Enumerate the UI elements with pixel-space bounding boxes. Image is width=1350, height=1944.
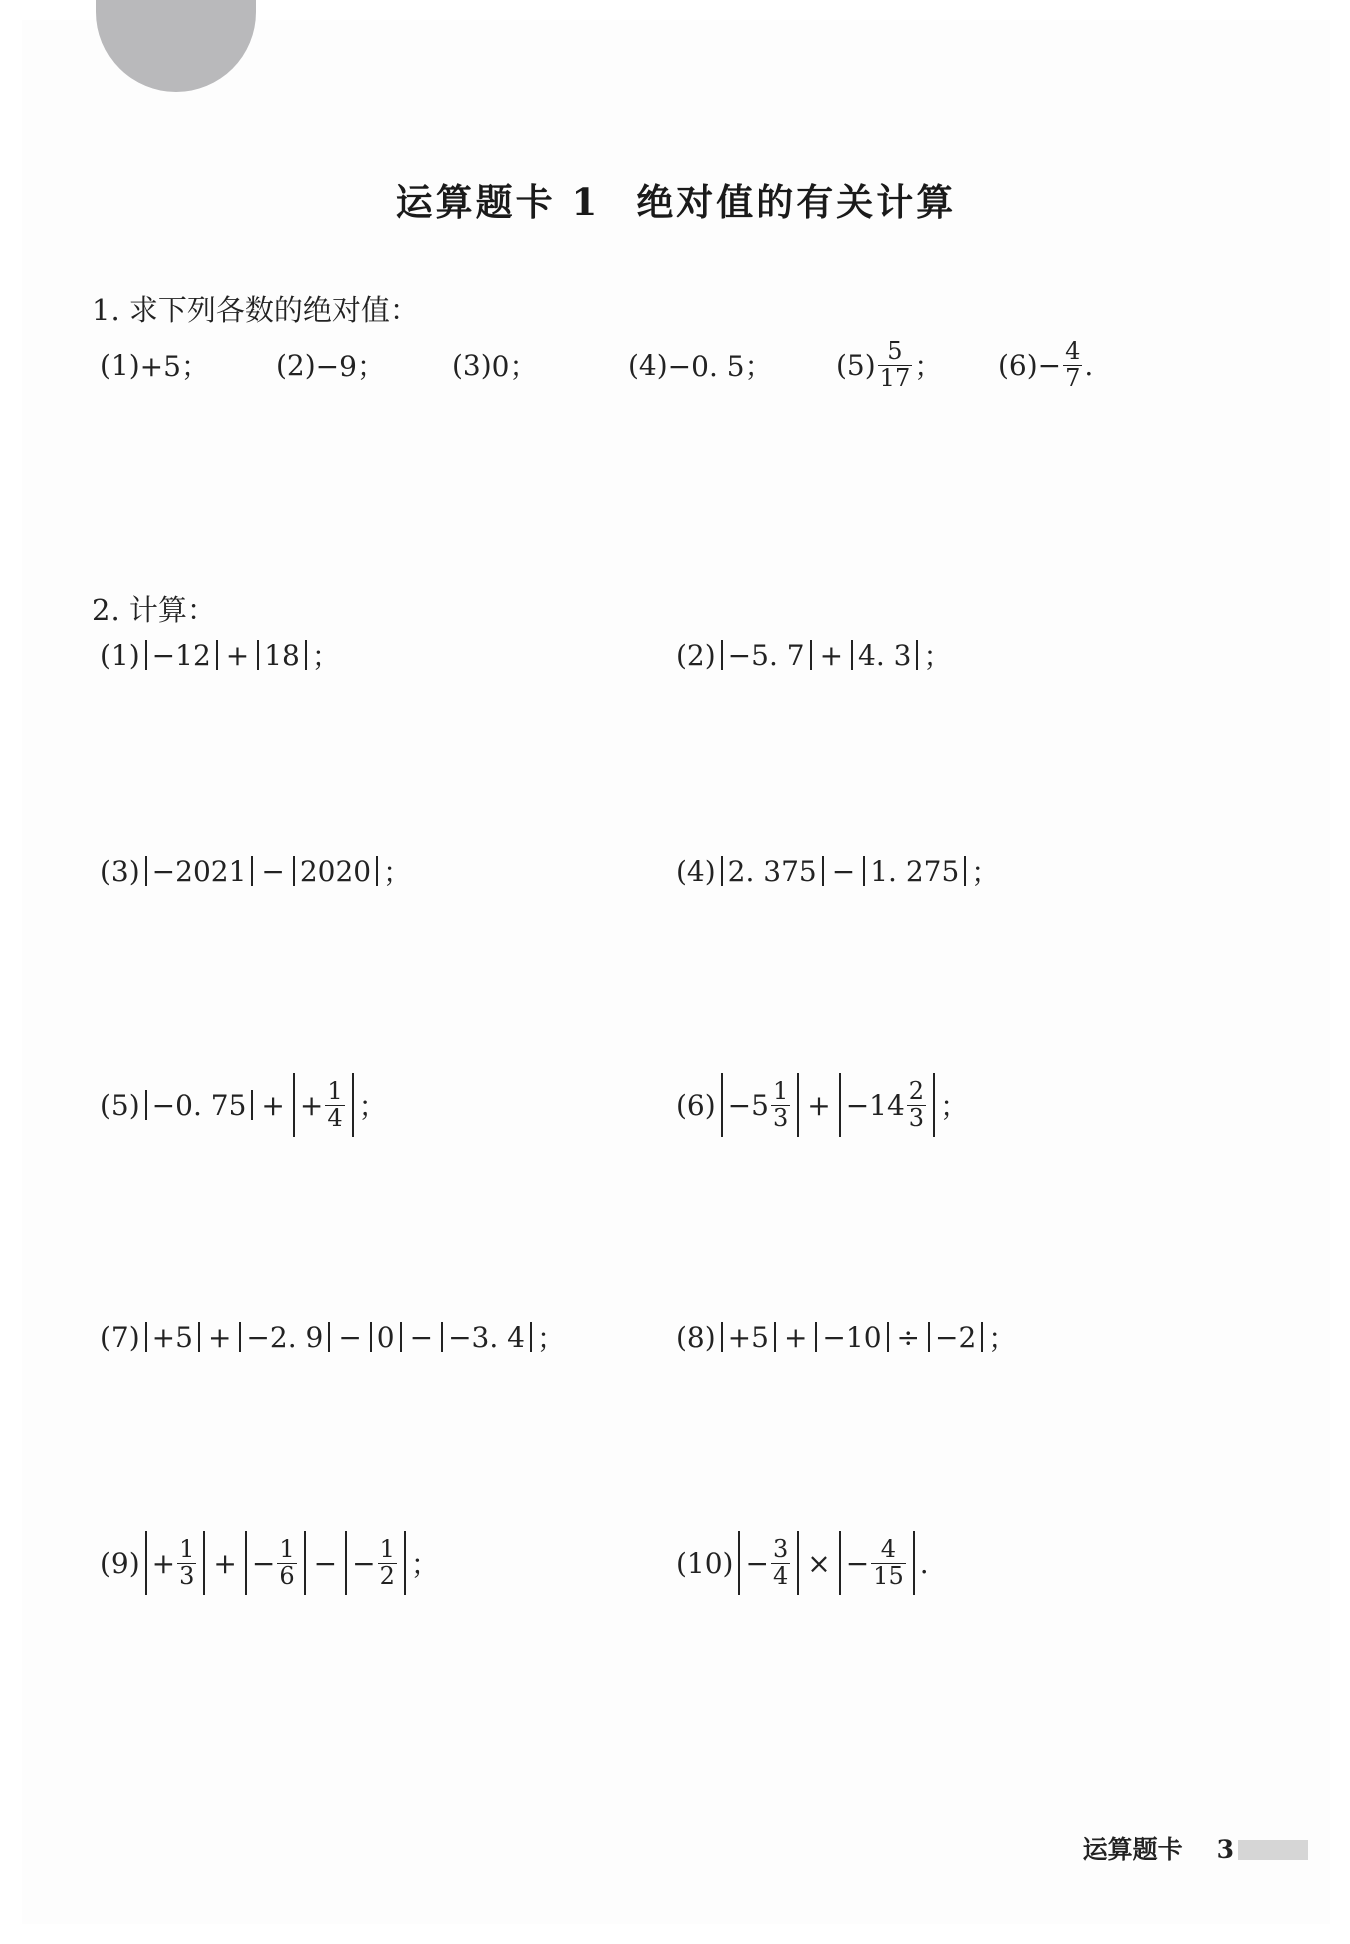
denominator: 3	[179, 1561, 195, 1590]
title-main: 运算题卡 1	[395, 180, 601, 224]
q2-problem-3	[100, 836, 411, 906]
operator: +	[807, 1088, 831, 1122]
fraction	[1063, 339, 1082, 390]
q1-item-4	[628, 330, 773, 400]
abs-bar	[913, 1531, 915, 1595]
q2-problem-2	[676, 620, 951, 690]
numerator: 1	[279, 1535, 295, 1564]
problem-label: (3)	[100, 854, 140, 888]
operator: −	[831, 854, 856, 888]
fraction	[771, 1079, 790, 1130]
item-tail: .	[1084, 348, 1094, 382]
operand: 18	[264, 638, 300, 672]
operand: −12	[151, 638, 211, 672]
abs-bar	[738, 1531, 740, 1595]
item-text: −0. 5；	[667, 350, 773, 383]
q2-problem-9	[100, 1528, 439, 1598]
problem-label: (2)	[676, 638, 716, 672]
item-label: (5)	[836, 348, 876, 382]
problem-tail: ；	[940, 1090, 969, 1123]
abs-bar	[721, 1322, 723, 1352]
problem-tail: ；	[971, 856, 1000, 889]
abs-bar	[863, 856, 865, 886]
question-1-heading: 1. 求下列各数的绝对值：	[92, 293, 419, 327]
abs-bar	[305, 640, 307, 670]
abs-bar	[797, 1073, 799, 1137]
problem-tail: ；	[988, 1322, 1017, 1355]
abs-bar	[916, 640, 918, 670]
item-label: (2)	[276, 348, 316, 382]
operator: −	[261, 854, 285, 888]
problem-label: (6)	[676, 1088, 716, 1122]
sign: −	[352, 1546, 376, 1580]
numerator: 4	[1065, 337, 1081, 366]
abs-bar	[441, 1322, 443, 1352]
abs-bar	[400, 1322, 402, 1352]
problem-label: (5)	[100, 1088, 140, 1122]
fraction	[771, 1537, 790, 1588]
operator: +	[213, 1546, 237, 1580]
numerator: 1	[327, 1077, 343, 1106]
abs-bar	[203, 1531, 205, 1595]
abs-bar	[839, 1073, 841, 1137]
problem-label: (7)	[100, 1320, 140, 1354]
problem-label: (8)	[676, 1320, 716, 1354]
q1-item-5	[836, 330, 942, 400]
fraction	[878, 339, 913, 390]
numerator: 3	[772, 1535, 789, 1564]
abs-bar	[145, 1090, 147, 1120]
abs-bar	[257, 640, 259, 670]
problem-tail: ；	[358, 1090, 387, 1123]
problem-tail: ；	[383, 856, 412, 889]
operator: ÷	[896, 1320, 920, 1354]
operand: +5	[151, 1320, 193, 1354]
item-label: (3)	[452, 348, 492, 382]
q2-problem-7	[100, 1302, 565, 1372]
abs-bar	[304, 1531, 306, 1595]
abs-bar	[810, 640, 812, 670]
item-label: (4)	[628, 348, 668, 382]
operator: ×	[807, 1546, 831, 1580]
q1-item-6	[998, 330, 1093, 400]
title-sub: 绝对值的有关计算	[636, 180, 957, 224]
problem-tail: ；	[536, 1322, 565, 1355]
numerator: 1	[379, 1535, 395, 1564]
operator: −	[338, 1320, 362, 1354]
abs-bar	[981, 1322, 983, 1352]
abs-bar	[293, 1073, 295, 1137]
numerator: 4	[880, 1535, 897, 1564]
item-sign: −	[1037, 348, 1062, 382]
abs-bar	[216, 640, 218, 670]
abs-bar	[245, 1531, 247, 1595]
abs-bar	[721, 1073, 723, 1137]
page-title	[22, 172, 1330, 226]
abs-bar	[797, 1531, 799, 1595]
operator: +	[225, 638, 250, 672]
problem-label: (4)	[676, 854, 716, 888]
abs-bar	[145, 1531, 147, 1595]
operand: 2. 375	[727, 854, 817, 888]
abs-bar	[530, 1322, 532, 1352]
operator: +	[819, 638, 844, 672]
abs-bar	[851, 640, 853, 670]
fraction	[177, 1537, 196, 1588]
abs-bar	[293, 856, 295, 886]
whole-part: −5	[727, 1088, 769, 1122]
problem-tail: ；	[410, 1548, 439, 1581]
q1-item-1	[100, 330, 209, 400]
abs-bar	[145, 640, 147, 670]
sign: −	[845, 1546, 870, 1580]
abs-bar	[815, 1322, 817, 1352]
denominator: 6	[279, 1561, 295, 1590]
item-text: 0；	[491, 350, 538, 383]
operator: −	[313, 1546, 338, 1580]
numerator: 1	[179, 1535, 195, 1564]
abs-bar	[352, 1073, 354, 1137]
q1-item-3	[452, 330, 538, 400]
denominator: 3	[908, 1103, 925, 1132]
numerator: 5	[887, 337, 903, 366]
denominator: 4	[772, 1561, 789, 1590]
fraction	[871, 1537, 906, 1588]
operand: −10	[822, 1320, 882, 1354]
operand: +5	[727, 1320, 769, 1354]
problem-label: (9)	[100, 1546, 140, 1580]
abs-bar	[721, 640, 723, 670]
operator: −	[409, 1320, 434, 1354]
abs-bar	[198, 1322, 200, 1352]
abs-bar	[251, 1090, 253, 1120]
q2-problem-6	[676, 1070, 968, 1140]
question-2-heading: 2. 计算：	[92, 593, 216, 627]
whole-part: −14	[845, 1088, 905, 1122]
operand: −0. 75	[151, 1088, 247, 1122]
numerator: 2	[908, 1077, 925, 1106]
operand: −5. 7	[727, 638, 805, 672]
abs-bar	[933, 1073, 935, 1137]
abs-bar	[964, 856, 966, 886]
abs-bar	[145, 1322, 147, 1352]
denominator: 2	[379, 1561, 395, 1590]
q2-problem-4	[676, 836, 999, 906]
operand: −2021	[151, 854, 247, 888]
operand: 1. 275	[870, 854, 960, 888]
item-label: (6)	[998, 348, 1038, 382]
abs-bar	[370, 1322, 372, 1352]
item-text: −9；	[315, 350, 385, 383]
q2-problem-5	[100, 1070, 387, 1140]
abs-bar	[822, 856, 824, 886]
q2-problem-1	[100, 620, 340, 690]
problem-label: (10)	[676, 1546, 734, 1580]
item-label: (1)	[100, 348, 140, 382]
operand: −3. 4	[448, 1320, 525, 1354]
worksheet-page	[22, 20, 1330, 1924]
denominator: 15	[873, 1561, 904, 1590]
denominator: 3	[772, 1103, 789, 1132]
operand: 2020	[299, 854, 372, 888]
denominator: 7	[1065, 363, 1081, 392]
problem-tail: .	[919, 1546, 929, 1580]
sign: −	[745, 1546, 769, 1580]
operand: 0	[376, 1320, 395, 1354]
q2-problem-10	[676, 1528, 929, 1598]
denominator: 17	[879, 363, 911, 392]
sign: +	[299, 1088, 324, 1122]
abs-bar	[928, 1322, 930, 1352]
fraction	[378, 1537, 397, 1588]
abs-bar	[774, 1322, 776, 1352]
edge-tab-mark	[1238, 1840, 1308, 1860]
abs-bar	[839, 1531, 841, 1595]
abs-bar	[887, 1322, 889, 1352]
sign: +	[151, 1546, 176, 1580]
operand: −2	[934, 1320, 977, 1354]
q2-problem-8	[676, 1302, 1016, 1372]
problem-tail: ；	[923, 640, 952, 673]
fraction	[325, 1079, 344, 1130]
abs-bar	[721, 856, 723, 886]
q1-item-2	[276, 330, 385, 400]
page-number: 3	[1216, 1835, 1234, 1864]
denominator: 4	[327, 1103, 343, 1132]
abs-bar	[376, 856, 378, 886]
operator: +	[261, 1088, 285, 1122]
fraction	[277, 1537, 296, 1588]
operand: −2. 9	[246, 1320, 324, 1354]
operator: +	[783, 1320, 808, 1354]
corner-decoration	[96, 0, 256, 92]
abs-bar	[328, 1322, 330, 1352]
item-tail: ；	[914, 350, 943, 383]
abs-bar	[345, 1531, 347, 1595]
numerator: 1	[772, 1077, 789, 1106]
operator: +	[207, 1320, 232, 1354]
footer-label: 运算题卡	[1082, 1835, 1183, 1864]
problem-label: (1)	[100, 638, 140, 672]
item-text: +5；	[139, 350, 209, 383]
sign: −	[251, 1546, 276, 1580]
page-footer	[1083, 1830, 1234, 1866]
abs-bar	[239, 1322, 241, 1352]
abs-bar	[145, 856, 147, 886]
abs-bar	[251, 856, 253, 886]
abs-bar	[404, 1531, 406, 1595]
fraction	[907, 1079, 926, 1130]
operand: 4. 3	[858, 638, 912, 672]
problem-tail: ；	[311, 640, 340, 673]
